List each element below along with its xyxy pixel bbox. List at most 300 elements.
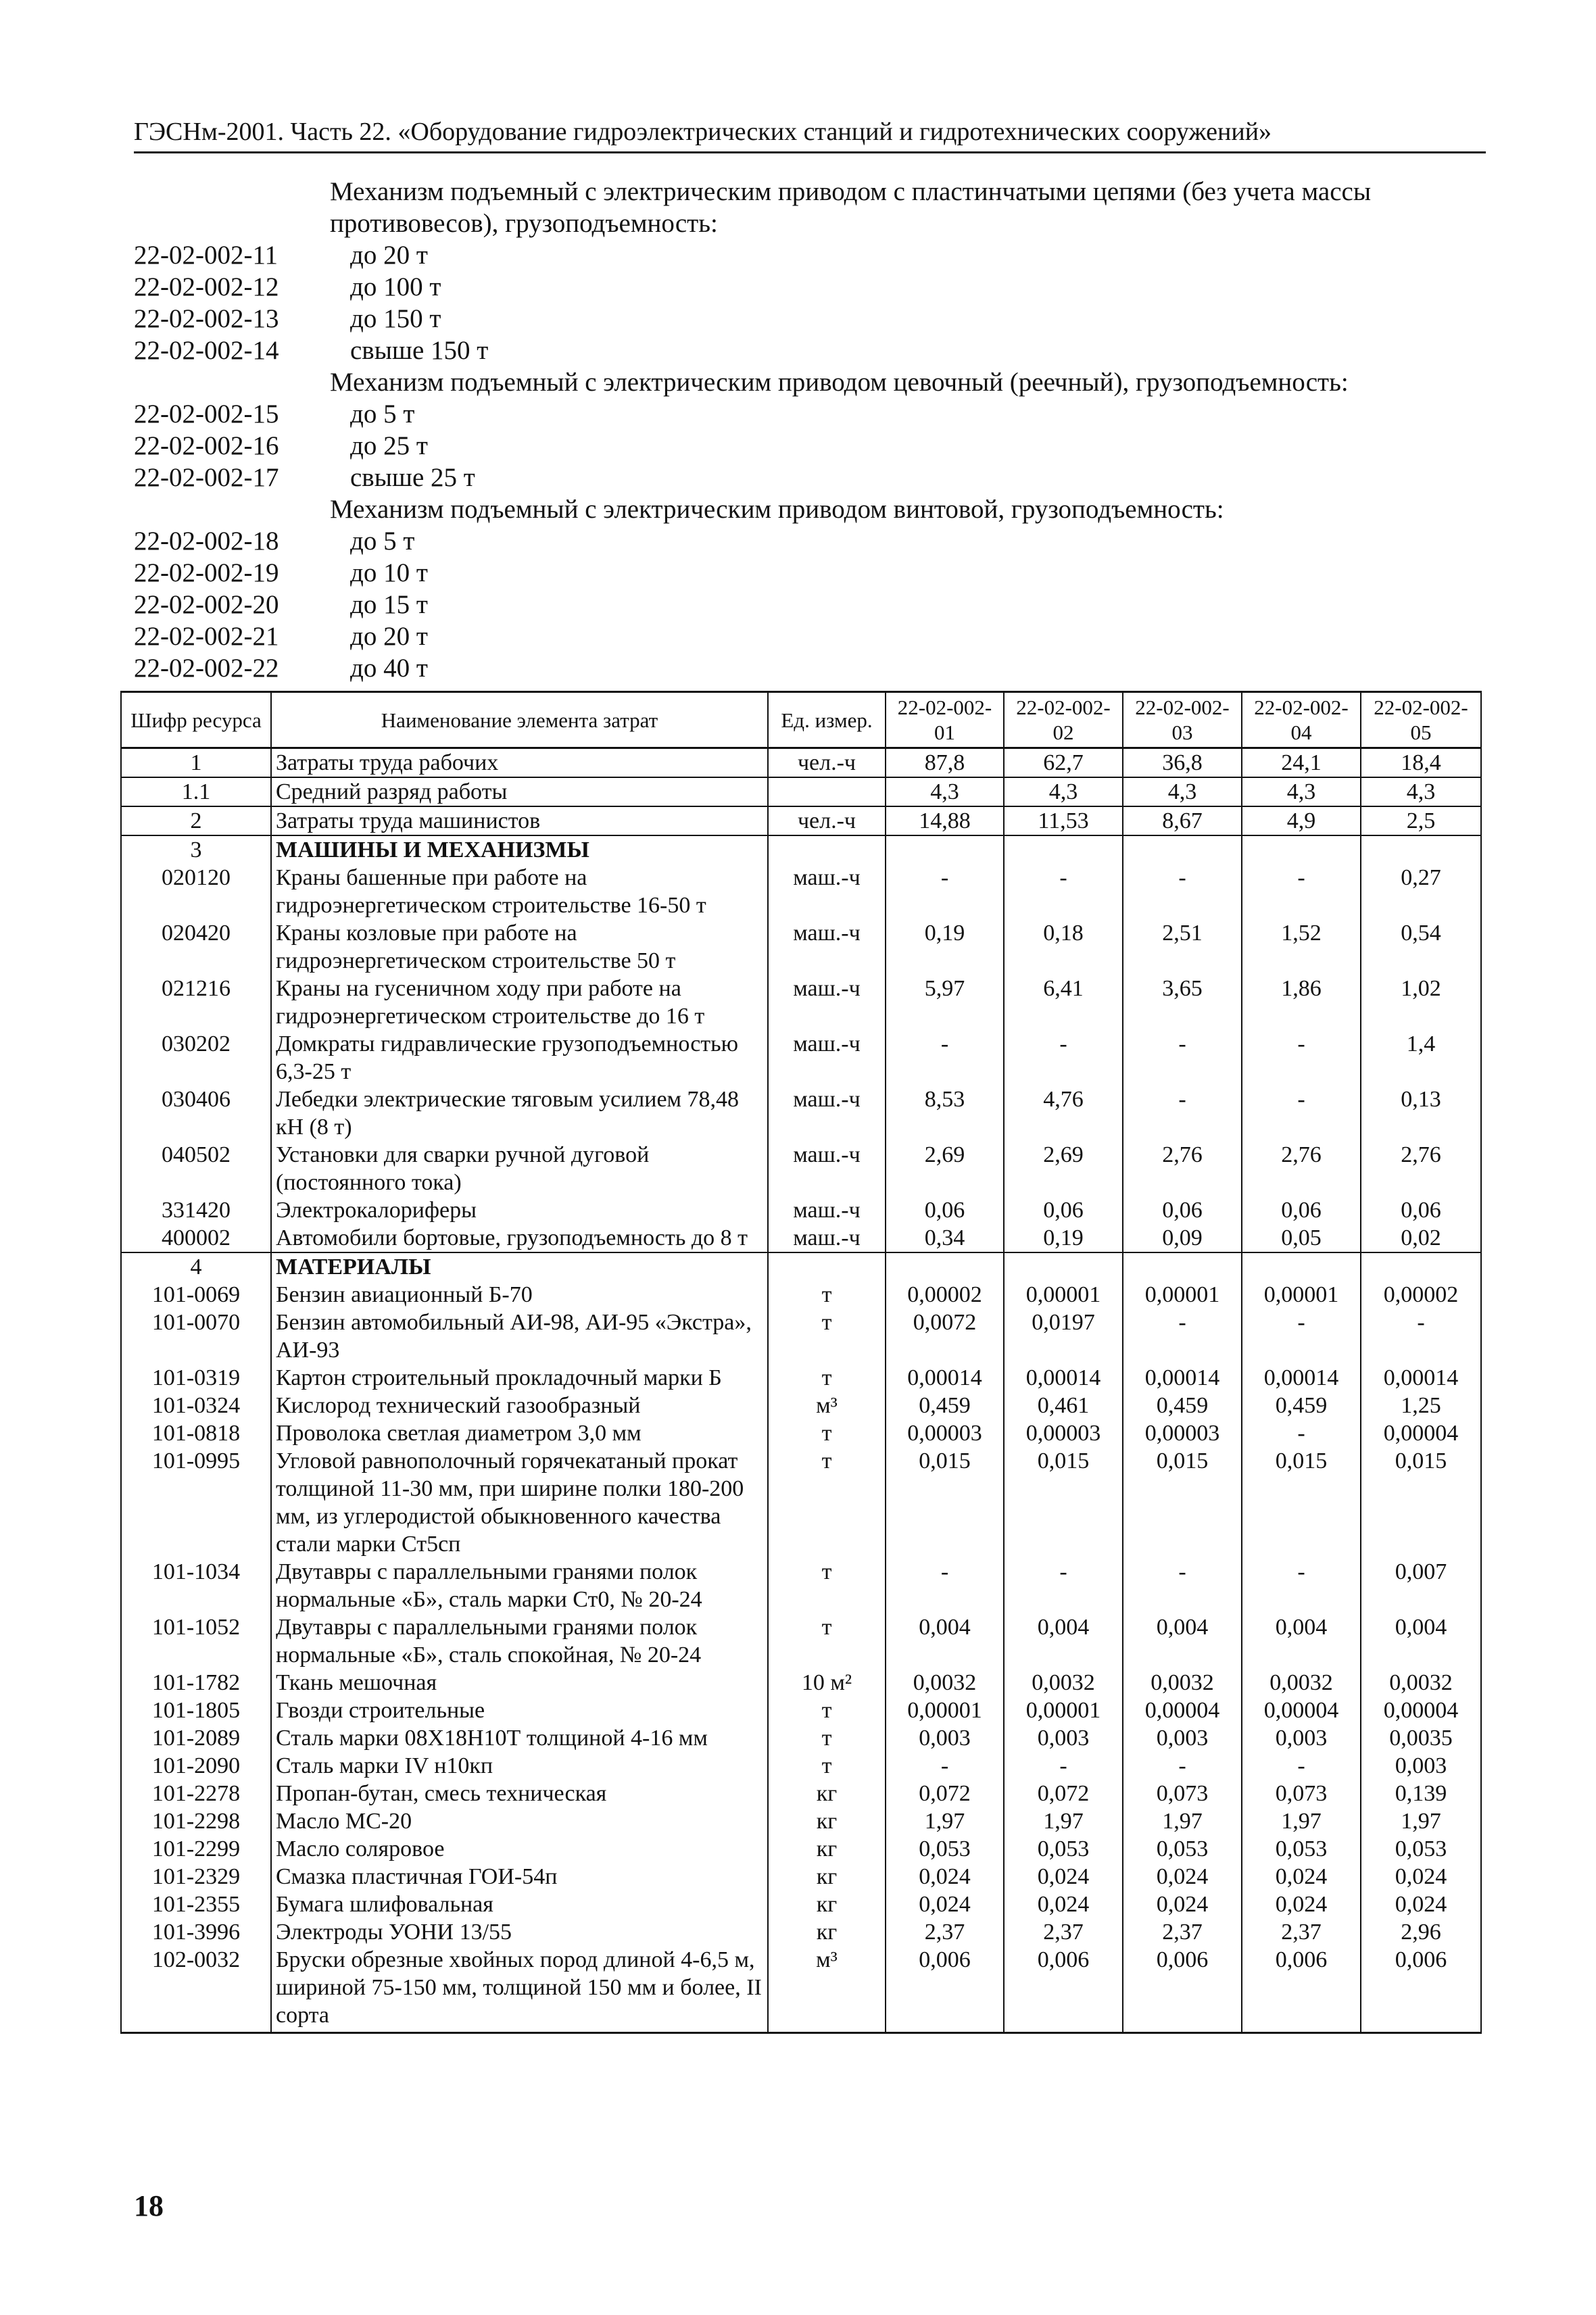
cell-code: 101-0818 [121,1419,271,1447]
cell-name: Сталь марки 08Х18Н10Т толщиной 4-16 мм [271,1724,768,1752]
cell-unit: маш.-ч [768,1030,886,1086]
cell-value: 8,53 [886,1086,1004,1141]
intro-item [134,239,1486,271]
intro-item [134,303,1486,335]
cell-unit: маш.-ч [768,1141,886,1196]
cell-value: 1,86 [1242,975,1361,1030]
table-body [121,748,1481,2033]
cell-code: 101-2089 [121,1724,271,1752]
cell-code: 101-3996 [121,1918,271,1946]
resource-table [120,691,1482,2034]
cell-value: 5,97 [886,975,1004,1030]
cell-unit: маш.-ч [768,919,886,975]
intro-item [134,525,1486,557]
cell-value: 1,52 [1242,919,1361,975]
cell-value: 0,053 [1004,1835,1123,1863]
item-code: 22-02-002-13 [134,304,279,333]
cell-value [1123,835,1242,864]
cell-value: 0,18 [1004,919,1123,975]
cell-code: 030406 [121,1086,271,1141]
cell-code: 101-1805 [121,1697,271,1724]
cell-value: - [886,1558,1004,1613]
intro-list [134,176,1486,684]
cell-value: 0,02 [1361,1224,1481,1252]
cell-value: 0,00001 [1004,1697,1123,1724]
cell-value: 1,02 [1361,975,1481,1030]
cell-value: 8,67 [1123,806,1242,835]
cell-value: 0,0032 [1361,1669,1481,1697]
cell-value: 2,5 [1361,806,1481,835]
cell-value: 0,00004 [1242,1697,1361,1724]
cell-code: 101-1782 [121,1669,271,1697]
cell-value: 0,015 [1242,1447,1361,1558]
cell-unit: т [768,1364,886,1392]
cell-value: - [1242,1419,1361,1447]
cell-code: 040502 [121,1141,271,1196]
cell-value: 0,00014 [1361,1364,1481,1392]
header-divider [134,151,1486,153]
table-row [121,1891,1481,1918]
cell-value: 0,024 [886,1863,1004,1891]
cell-value: 0,024 [1361,1891,1481,1918]
cell-value: 1,97 [1361,1807,1481,1835]
cell-unit: т [768,1697,886,1724]
item-label: до 20 т [350,622,428,651]
cell-value: 0,006 [886,1946,1004,2033]
table-row [121,1224,1481,1252]
cell-value: - [1123,1558,1242,1613]
cell-code: 4 [121,1252,271,1281]
cell-value: 24,1 [1242,748,1361,778]
cell-value: - [1242,1309,1361,1364]
cell-value: - [1123,1309,1242,1364]
cell-value: 0,19 [886,919,1004,975]
cell-name: МАТЕРИАЛЫ [271,1252,768,1281]
cell-code: 101-2090 [121,1752,271,1780]
cell-unit: маш.-ч [768,1224,886,1252]
cell-value: 0,00004 [1123,1697,1242,1724]
cell-value: 2,76 [1242,1141,1361,1196]
cell-value: 0,00001 [1242,1281,1361,1309]
cell-unit [768,777,886,806]
intro-item [134,652,1486,684]
cell-name: Бензин авиационный Б-70 [271,1281,768,1309]
cell-code: 400002 [121,1224,271,1252]
cell-unit: 10 м² [768,1669,886,1697]
cell-value: 0,004 [1123,1613,1242,1669]
item-code: 22-02-002-17 [134,463,279,492]
cell-value: 14,88 [886,806,1004,835]
cell-value: 2,96 [1361,1918,1481,1946]
cell-value: 18,4 [1361,748,1481,778]
table-row [121,1863,1481,1891]
cell-value: 4,3 [1123,777,1242,806]
cell-value: 0,139 [1361,1780,1481,1807]
cell-unit: маш.-ч [768,864,886,919]
cell-name: Краны на гусеничном ходу при работе на гидроэнергетическом строительстве до 16 т [271,975,768,1030]
intro-item [134,335,1486,366]
cell-value: 0,00001 [1004,1281,1123,1309]
cell-code: 101-0069 [121,1281,271,1309]
table-row [121,975,1481,1030]
cell-name: Бумага шлифовальная [271,1891,768,1918]
cell-value: - [1004,1752,1123,1780]
cell-value: - [1242,1030,1361,1086]
cell-value [1123,1252,1242,1281]
cell-value: 0,007 [1361,1558,1481,1613]
cell-name: Кислород технический газообразный [271,1392,768,1419]
cell-value: 0,024 [1004,1863,1123,1891]
cell-value: 2,37 [1242,1918,1361,1946]
cell-value: 0,0032 [1242,1669,1361,1697]
cell-name: Установки для сварки ручной дуговой (постоянного тока) [271,1141,768,1196]
cell-code: 101-2298 [121,1807,271,1835]
cell-value: 3,65 [1123,975,1242,1030]
cell-code: 020120 [121,864,271,919]
item-code: 22-02-002-19 [134,558,279,587]
cell-value: 0,024 [1004,1891,1123,1918]
cell-value: 0,00003 [886,1419,1004,1447]
cell-value: 0,459 [1242,1392,1361,1419]
cell-name: Сталь марки IV н10кп [271,1752,768,1780]
cell-code: 102-0032 [121,1946,271,2033]
cell-value [886,1252,1004,1281]
cell-value: 2,37 [1004,1918,1123,1946]
cell-unit: кг [768,1891,886,1918]
cell-value: 1,97 [1242,1807,1361,1835]
cell-value: - [1242,1086,1361,1141]
cell-unit: м³ [768,1392,886,1419]
cell-value: - [1242,1752,1361,1780]
cell-name: Электрокалориферы [271,1196,768,1224]
table-row [121,1613,1481,1669]
table-row [121,1780,1481,1807]
item-label: до 100 т [350,272,441,301]
cell-value: 0,00002 [1361,1281,1481,1309]
cell-value: 0,015 [1004,1447,1123,1558]
item-label: до 10 т [350,558,428,587]
table-row [121,1807,1481,1835]
table-row [121,1364,1481,1392]
header-col: 22-02-002-02 [1004,692,1123,748]
cell-value: 0,003 [1361,1752,1481,1780]
cell-value: 2,51 [1123,919,1242,975]
cell-code: 101-2299 [121,1835,271,1863]
item-code: 22-02-002-16 [134,431,279,460]
header-name: Наименование элемента затрат [271,692,768,748]
group-title [134,176,1486,239]
item-label: до 15 т [350,590,428,619]
cell-value: 0,006 [1361,1946,1481,2033]
table-header-row [121,692,1481,748]
cell-value: - [1123,864,1242,919]
cell-value: 0,54 [1361,919,1481,975]
cell-code: 2 [121,806,271,835]
cell-value: 0,00014 [1242,1364,1361,1392]
cell-value: - [1242,1558,1361,1613]
cell-value: 0,09 [1123,1224,1242,1252]
cell-code: 331420 [121,1196,271,1224]
cell-name: Затраты труда машинистов [271,806,768,835]
cell-value: 0,00004 [1361,1697,1481,1724]
cell-name: Пропан-бутан, смесь техническая [271,1780,768,1807]
table-row [121,1252,1481,1281]
table-row [121,864,1481,919]
cell-value: 2,69 [1004,1141,1123,1196]
cell-value: 0,073 [1123,1780,1242,1807]
cell-value: 0,072 [1004,1780,1123,1807]
cell-unit: т [768,1309,886,1364]
table-row [121,1669,1481,1697]
cell-name: Краны козловые при работе на гидроэнергетическом строительстве 50 т [271,919,768,975]
cell-unit: т [768,1419,886,1447]
intro-item [134,557,1486,589]
cell-value: 4,3 [1361,777,1481,806]
cell-code: 101-2355 [121,1891,271,1918]
cell-name: Средний разряд работы [271,777,768,806]
cell-name: Масло МС-20 [271,1807,768,1835]
table-row [121,1196,1481,1224]
cell-value: 0,06 [1242,1196,1361,1224]
cell-unit [768,835,886,864]
cell-value: 36,8 [1123,748,1242,778]
cell-unit: т [768,1558,886,1613]
cell-value: 2,37 [886,1918,1004,1946]
cell-value: 0,459 [886,1392,1004,1419]
cell-name: Автомобили бортовые, грузоподъемность до 8 т [271,1224,768,1252]
cell-value: 6,41 [1004,975,1123,1030]
table-row [121,748,1481,778]
cell-code: 101-0070 [121,1309,271,1364]
cell-unit: т [768,1724,886,1752]
cell-value: 0,015 [1123,1447,1242,1558]
cell-unit: чел.-ч [768,748,886,778]
cell-value: - [886,1752,1004,1780]
header-col: 22-02-002-01 [886,692,1004,748]
cell-value: 0,19 [1004,1224,1123,1252]
cell-value: 0,05 [1242,1224,1361,1252]
table-row [121,835,1481,864]
cell-value: 0,00004 [1361,1419,1481,1447]
cell-value [1361,1252,1481,1281]
cell-value: 0,006 [1242,1946,1361,2033]
cell-value: 0,003 [1123,1724,1242,1752]
item-label: свыше 150 т [350,336,489,365]
cell-name: Бруски обрезные хвойных пород длиной 4-6,5 м, шириной 75-150 мм, толщиной 150 мм и более, II сорта [271,1946,768,2033]
cell-value: 87,8 [886,748,1004,778]
intro-item [134,620,1486,652]
group-title-text: Механизм подъемный с электрическим приводом винтовой, грузоподъемность: [330,495,1224,524]
cell-value: 0,006 [1123,1946,1242,2033]
cell-value: 4,3 [1242,777,1361,806]
cell-value: 0,015 [886,1447,1004,1558]
cell-value: 0,024 [886,1891,1004,1918]
cell-value [1361,835,1481,864]
cell-value: 4,3 [1004,777,1123,806]
item-label: до 40 т [350,654,428,683]
table-row [121,1447,1481,1558]
cell-unit: чел.-ч [768,806,886,835]
cell-name: Лебедки электрические тяговым усилием 78,48 кН (8 т) [271,1086,768,1141]
header-unit: Ед. измер. [768,692,886,748]
cell-value: - [1004,864,1123,919]
cell-value: 0,003 [886,1724,1004,1752]
cell-value: - [1242,864,1361,919]
cell-value: 0,006 [1004,1946,1123,2033]
cell-value: 0,053 [1361,1835,1481,1863]
cell-code: 101-1052 [121,1613,271,1669]
cell-value: 0,00001 [886,1697,1004,1724]
item-code: 22-02-002-22 [134,654,279,683]
item-code: 22-02-002-15 [134,399,279,429]
cell-value: 0,00001 [1123,1281,1242,1309]
cell-unit: т [768,1752,886,1780]
table-row [121,1724,1481,1752]
cell-value: 4,76 [1004,1086,1123,1141]
cell-name: Затраты труда рабочих [271,748,768,778]
group-title-text: Механизм подъемный с электрическим приводом цевочный (реечный), грузоподъемность: [330,368,1349,397]
cell-value [1242,1252,1361,1281]
cell-value: 0,00014 [886,1364,1004,1392]
item-label: до 5 т [350,399,415,429]
cell-code: 101-2329 [121,1863,271,1891]
cell-value: 0,024 [1123,1891,1242,1918]
cell-value: - [1004,1558,1123,1613]
cell-name: Домкраты гидравлические грузоподъемностью 6,3-25 т [271,1030,768,1086]
cell-value: 0,0032 [1004,1669,1123,1697]
cell-unit [768,1252,886,1281]
cell-unit: маш.-ч [768,975,886,1030]
table-row [121,1752,1481,1780]
page-number: 18 [134,2189,164,2222]
table-row [121,1419,1481,1447]
table-row [121,1309,1481,1364]
cell-value: 0,053 [886,1835,1004,1863]
header-col: 22-02-002-03 [1123,692,1242,748]
table-row [121,1918,1481,1946]
group-title [134,493,1486,525]
cell-value: 0,015 [1361,1447,1481,1558]
cell-unit: т [768,1447,886,1558]
cell-name: Ткань мешочная [271,1669,768,1697]
intro-item [134,430,1486,462]
cell-value: 0,053 [1242,1835,1361,1863]
cell-value: 1,97 [1123,1807,1242,1835]
item-label: до 5 т [350,527,415,556]
item-code: 22-02-002-12 [134,272,279,301]
cell-name: Гвозди строительные [271,1697,768,1724]
cell-value: 2,37 [1123,1918,1242,1946]
cell-unit: кг [768,1807,886,1835]
item-label: до 25 т [350,431,428,460]
cell-value: 1,4 [1361,1030,1481,1086]
table-row [121,1141,1481,1196]
cell-code: 101-2278 [121,1780,271,1807]
cell-value: - [1123,1030,1242,1086]
cell-code: 101-0324 [121,1392,271,1419]
cell-value: 0,004 [1004,1613,1123,1669]
cell-name: Картон строительный прокладочный марки Б [271,1364,768,1392]
table-row [121,1281,1481,1309]
cell-value: 0,003 [1242,1724,1361,1752]
cell-code: 1.1 [121,777,271,806]
cell-value: 0,00002 [886,1281,1004,1309]
table-row [121,919,1481,975]
cell-value: 0,34 [886,1224,1004,1252]
cell-value: 0,00014 [1004,1364,1123,1392]
cell-value: 62,7 [1004,748,1123,778]
cell-value: 0,024 [1123,1863,1242,1891]
cell-value: 1,25 [1361,1392,1481,1419]
cell-value: - [1361,1309,1481,1364]
cell-name: Двутавры с параллельными гранями полок нормальные «Б», сталь спокойная, № 20-24 [271,1613,768,1669]
cell-value: 1,97 [1004,1807,1123,1835]
cell-value: 0,00014 [1123,1364,1242,1392]
group-title-text: Механизм подъемный с электрическим приводом с пластинчатыми цепями (без учета массы противовесов), грузоподъемность: [330,177,1372,238]
cell-code: 101-1034 [121,1558,271,1613]
cell-unit: т [768,1613,886,1669]
cell-value: 0,072 [886,1780,1004,1807]
cell-value: 0,053 [1123,1835,1242,1863]
cell-value: 4,3 [886,777,1004,806]
cell-name: Угловой равнополочный горячекатаный прокат толщиной 11-30 мм, при ширине полки 180-200 мм, из углеродистой обыкновенного качества стали марки Ст5сп [271,1447,768,1558]
cell-name: Проволока светлая диаметром 3,0 мм [271,1419,768,1447]
cell-unit: м³ [768,1946,886,2033]
item-label: до 20 т [350,241,428,270]
cell-name: Двутавры с параллельными гранями полок нормальные «Б», сталь марки Ст0, № 20-24 [271,1558,768,1613]
item-code: 22-02-002-14 [134,336,279,365]
cell-value: 0,459 [1123,1392,1242,1419]
item-code: 22-02-002-20 [134,590,279,619]
cell-value [886,835,1004,864]
header-col: 22-02-002-04 [1242,692,1361,748]
cell-code: 101-0995 [121,1447,271,1558]
table-row [121,1030,1481,1086]
cell-unit: кг [768,1835,886,1863]
table-row [121,1392,1481,1419]
cell-name: Электроды УОНИ 13/55 [271,1918,768,1946]
cell-code: 021216 [121,975,271,1030]
cell-value: 0,461 [1004,1392,1123,1419]
cell-value: 2,76 [1361,1141,1481,1196]
cell-value: 0,13 [1361,1086,1481,1141]
cell-unit: маш.-ч [768,1086,886,1141]
cell-value: 0,06 [1361,1196,1481,1224]
cell-value: - [886,1030,1004,1086]
item-label: свыше 25 т [350,463,475,492]
table-row [121,777,1481,806]
cell-value: 1,97 [886,1807,1004,1835]
cell-value: 2,76 [1123,1141,1242,1196]
intro-item [134,398,1486,430]
cell-value: 0,27 [1361,864,1481,919]
cell-code: 3 [121,835,271,864]
cell-name: Масло соляровое [271,1835,768,1863]
intro-item [134,271,1486,303]
item-code: 22-02-002-21 [134,622,279,651]
cell-name: Смазка пластичная ГОИ-54п [271,1863,768,1891]
cell-name: Бензин автомобильный АИ-98, АИ-95 «Экстра», АИ-93 [271,1309,768,1364]
cell-value: 0,00003 [1004,1419,1123,1447]
page-header: ГЭСНм-2001. Часть 22. «Оборудование гидроэлектрических станций и гидротехнических сооружений» [134,118,1272,146]
item-code: 22-02-002-18 [134,527,279,556]
cell-value: 0,06 [886,1196,1004,1224]
cell-unit: кг [768,1863,886,1891]
cell-value: 0,004 [1242,1613,1361,1669]
intro-item [134,589,1486,620]
cell-value [1242,835,1361,864]
cell-value: 11,53 [1004,806,1123,835]
